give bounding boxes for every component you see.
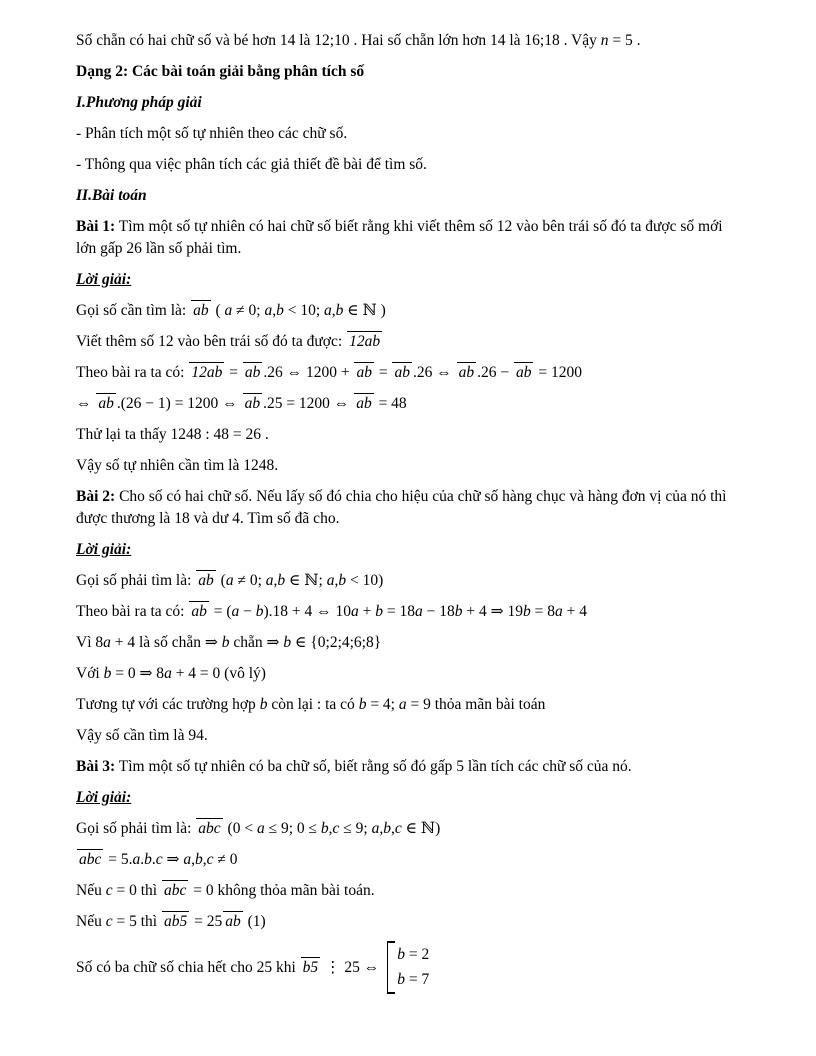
solution-1-line-3 (76, 362, 746, 384)
solution-3-line-4-text: Nếu c = 5 thì ab5 = 25 ab (1) (76, 913, 266, 930)
solution-3-line-2 (76, 849, 746, 871)
solution-3-line-2-text: abc = 5.a.b.c ⇒ a,b,c ≠ 0 (79, 851, 238, 868)
solution-2-line-2 (76, 601, 746, 623)
solution-1-conclusion-text: Vậy số tự nhiên cần tìm là 1248. (76, 457, 279, 474)
solution-1-line-4-text: ⇔ ab .(26 − 1) = 1200 ⇔ ab .25 = 1200 ⇔ ab = 48 (76, 395, 407, 412)
solution-2-line-3 (76, 632, 746, 654)
solution-1-check (76, 424, 746, 446)
intro-line (76, 30, 746, 52)
solution-3-line-1-text: Gọi số phải tìm là: abc (0 < a ≤ 9; 0 ≤ b,c ≤ 9; a,b,c ∈ ℕ) (76, 820, 441, 837)
solution-2-conclusion-text: Vậy số cần tìm là 94. (76, 727, 208, 744)
solution-label-2 (76, 539, 746, 561)
solution-1-line-2-text: Viết thêm số 12 vào bên trái số đó ta được: 12ab (76, 333, 381, 350)
problem-2-text: Cho số có hai chữ số. Nếu lấy số đó chia cho hiệu của chữ số hàng chục và hàng đơn vị của nó thì được thương là 18 và dư 4. Tìm số đã cho. (76, 488, 727, 527)
solution-2-conclusion (76, 725, 746, 747)
cases-bracket-group (387, 942, 429, 993)
problem-1-text: Tìm một số tự nhiên có hai chữ số biết rằng khi viết thêm số 12 vào bên trái số đó ta được số mới lớn gấp 26 lần số phải tìm. (76, 218, 723, 257)
solution-1-conclusion (76, 455, 746, 477)
solution-label-3-text: Lời giải: (76, 789, 132, 806)
problem-3-statement (76, 756, 746, 778)
problem-1-label: Bài 1: (76, 218, 116, 235)
case-option-2: b = 7 (397, 971, 430, 988)
method-point-1 (76, 123, 746, 145)
solution-2-line-1 (76, 570, 746, 592)
solution-2-line-1-text: Gọi số phải tìm là: ab (a ≠ 0; a,b ∈ ℕ; a,b < 10) (76, 572, 384, 589)
solution-1-check-text: Thử lại ta thấy 1248 : 48 = 26 . (76, 426, 269, 443)
case-option-1: b = 2 (397, 946, 430, 963)
solution-1-line-1-text: Gọi số cần tìm là: ab ( a ≠ 0; a,b < 10; a,b ∈ ℕ ) (76, 302, 386, 319)
cases-prefix-text: Số có ba chữ số chia hết cho 25 khi b5 ⋮ 25 ⇔ (76, 958, 380, 976)
solution-3-line-1 (76, 818, 746, 840)
intro-text: Số chẵn có hai chữ số và bé hơn 14 là 12;10 . Hai số chẵn lớn hơn 14 là 16;18 . Vậy n = 5 . (76, 32, 641, 49)
solution-label-1-text: Lời giải: (76, 271, 132, 288)
method-heading (76, 92, 746, 114)
solution-1-line-2 (76, 331, 746, 353)
solution-3-divisibility-line (76, 942, 746, 993)
solution-2-line-5 (76, 694, 746, 716)
problem-3-label: Bài 3: (76, 758, 116, 775)
solution-1-line-3-text: Theo bài ra ta có: 12ab = ab .26 ⇔ 1200 + ab = ab .26 ⇔ ab .26 − ab = 1200 (76, 364, 582, 381)
solution-label-3 (76, 787, 746, 809)
solution-2-line-2-text: Theo bài ra ta có: ab = (a − b).18 + 4 ⇔ 10a + b = 18a − 18b + 4 ⇒ 19b = 8a + 4 (76, 603, 587, 620)
solution-label-1 (76, 269, 746, 291)
method-point-2-text: - Thông qua việc phân tích các giả thiết đề bài để tìm số. (76, 156, 427, 173)
solution-2-line-4 (76, 663, 746, 685)
solution-3-line-4 (76, 911, 746, 933)
method-heading-text: I.Phương pháp giải (76, 94, 202, 111)
solution-2-line-3-text: Vì 8a + 4 là số chẵn ⇒ b chẵn ⇒ b ∈ {0;2;4;6;8} (76, 634, 382, 651)
section-heading-text: Dạng 2: Các bài toán giải bằng phân tích số (76, 63, 365, 80)
cases-bracket (387, 942, 429, 993)
problems-heading-text: II.Bài toán (76, 187, 147, 204)
solution-1-line-1 (76, 300, 746, 322)
method-point-1-text: - Phân tích một số tự nhiên theo các chữ số. (76, 125, 348, 142)
solution-1-line-4 (76, 393, 746, 415)
problem-1-statement (76, 216, 746, 260)
solution-3-line-3 (76, 880, 746, 902)
problem-2-label: Bài 2: (76, 488, 116, 505)
solution-2-line-4-text: Với b = 0 ⇒ 8a + 4 = 0 (vô lý) (76, 665, 266, 682)
method-point-2 (76, 154, 746, 176)
problem-3-text: Tìm một số tự nhiên có ba chữ số, biết rằng số đó gấp 5 lần tích các chữ số của nó. (115, 758, 632, 775)
solution-label-2-text: Lời giải: (76, 541, 132, 558)
problems-heading (76, 185, 746, 207)
section-heading-dang2 (76, 61, 746, 83)
solution-3-line-3-text: Nếu c = 0 thì abc = 0 không thỏa mãn bài toán. (76, 882, 375, 899)
solution-2-line-5-text: Tương tự với các trường hợp b còn lại : ta có b = 4; a = 9 thỏa mãn bài toán (76, 696, 546, 713)
problem-2-statement (76, 486, 746, 530)
